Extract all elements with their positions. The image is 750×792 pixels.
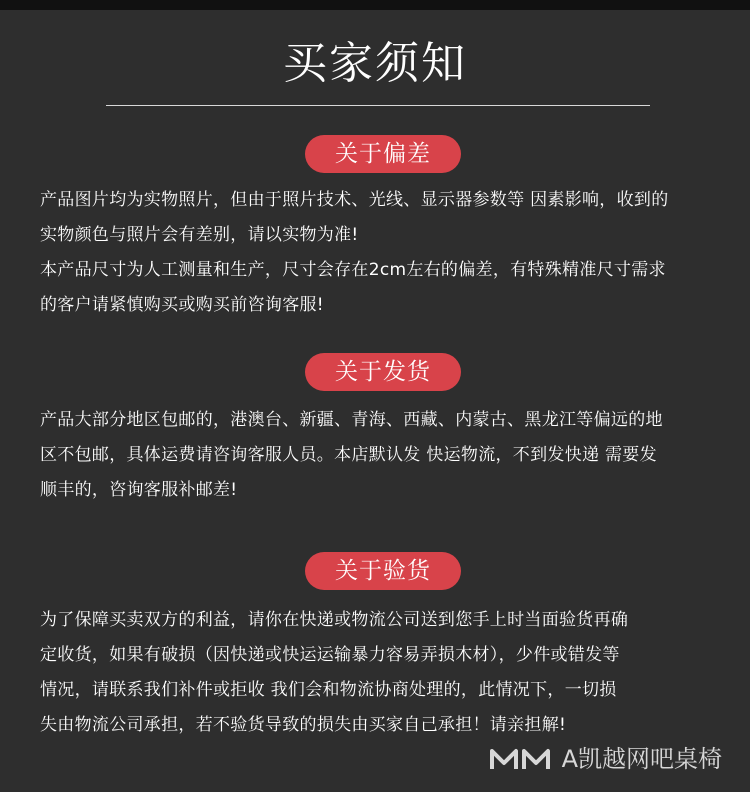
watermark-text: A凯越网吧桌椅: [561, 745, 722, 773]
text-line: 情况，请联系我们补件或拒收 我们会和物流协商处理的，此情况下，一切损: [40, 680, 617, 700]
top-bar: [0, 0, 750, 10]
section-body-inspection: [40, 603, 720, 743]
text-line: 产品大部分地区包邮的，港澳台、新疆、青海、西藏、内蒙古、黑龙江等偏远的地: [40, 410, 663, 430]
text-line: 实物颜色与照片会有差别，请以实物为准!: [40, 225, 359, 245]
text-line: 产品图片均为实物照片，但由于照片技术、光线、显示器参数等 因素影响，收到的: [40, 190, 669, 210]
section-body-shipping: [40, 403, 720, 508]
section-heading-inspection: 关于验货: [305, 552, 461, 590]
mm-logo-icon: [490, 747, 552, 771]
text-line: 本产品尺寸为人工测量和生产，尺寸会存在2cm左右的偏差，有特殊精准尺寸需求: [40, 260, 666, 280]
section-heading-shipping: 关于发货: [305, 353, 461, 391]
text-line: 顺丰的，咨询客服补邮差!: [40, 480, 238, 500]
section-body-deviation: [40, 183, 720, 323]
watermark: [490, 744, 722, 774]
title-divider: [106, 105, 650, 106]
page-title: 买家须知: [283, 38, 467, 89]
text-line: 失由物流公司承担，若不验货导致的损失由买家自己承担！请亲担解!: [40, 715, 567, 735]
text-line: 的客户请紧慎购买或购买前咨询客服!: [40, 295, 324, 315]
text-line: 定收货，如果有破损（因快递或快运运输暴力容易弄损木材），少件或错发等: [40, 645, 620, 665]
section-heading-deviation: 关于偏差: [305, 135, 461, 173]
text-line: 为了保障买卖双方的利益，请你在快递或物流公司送到您手上时当面验货再确: [40, 610, 629, 630]
text-line: 区不包邮，具体运费请咨询客服人员。本店默认发 快运物流，不到发快递 需要发: [40, 445, 657, 465]
